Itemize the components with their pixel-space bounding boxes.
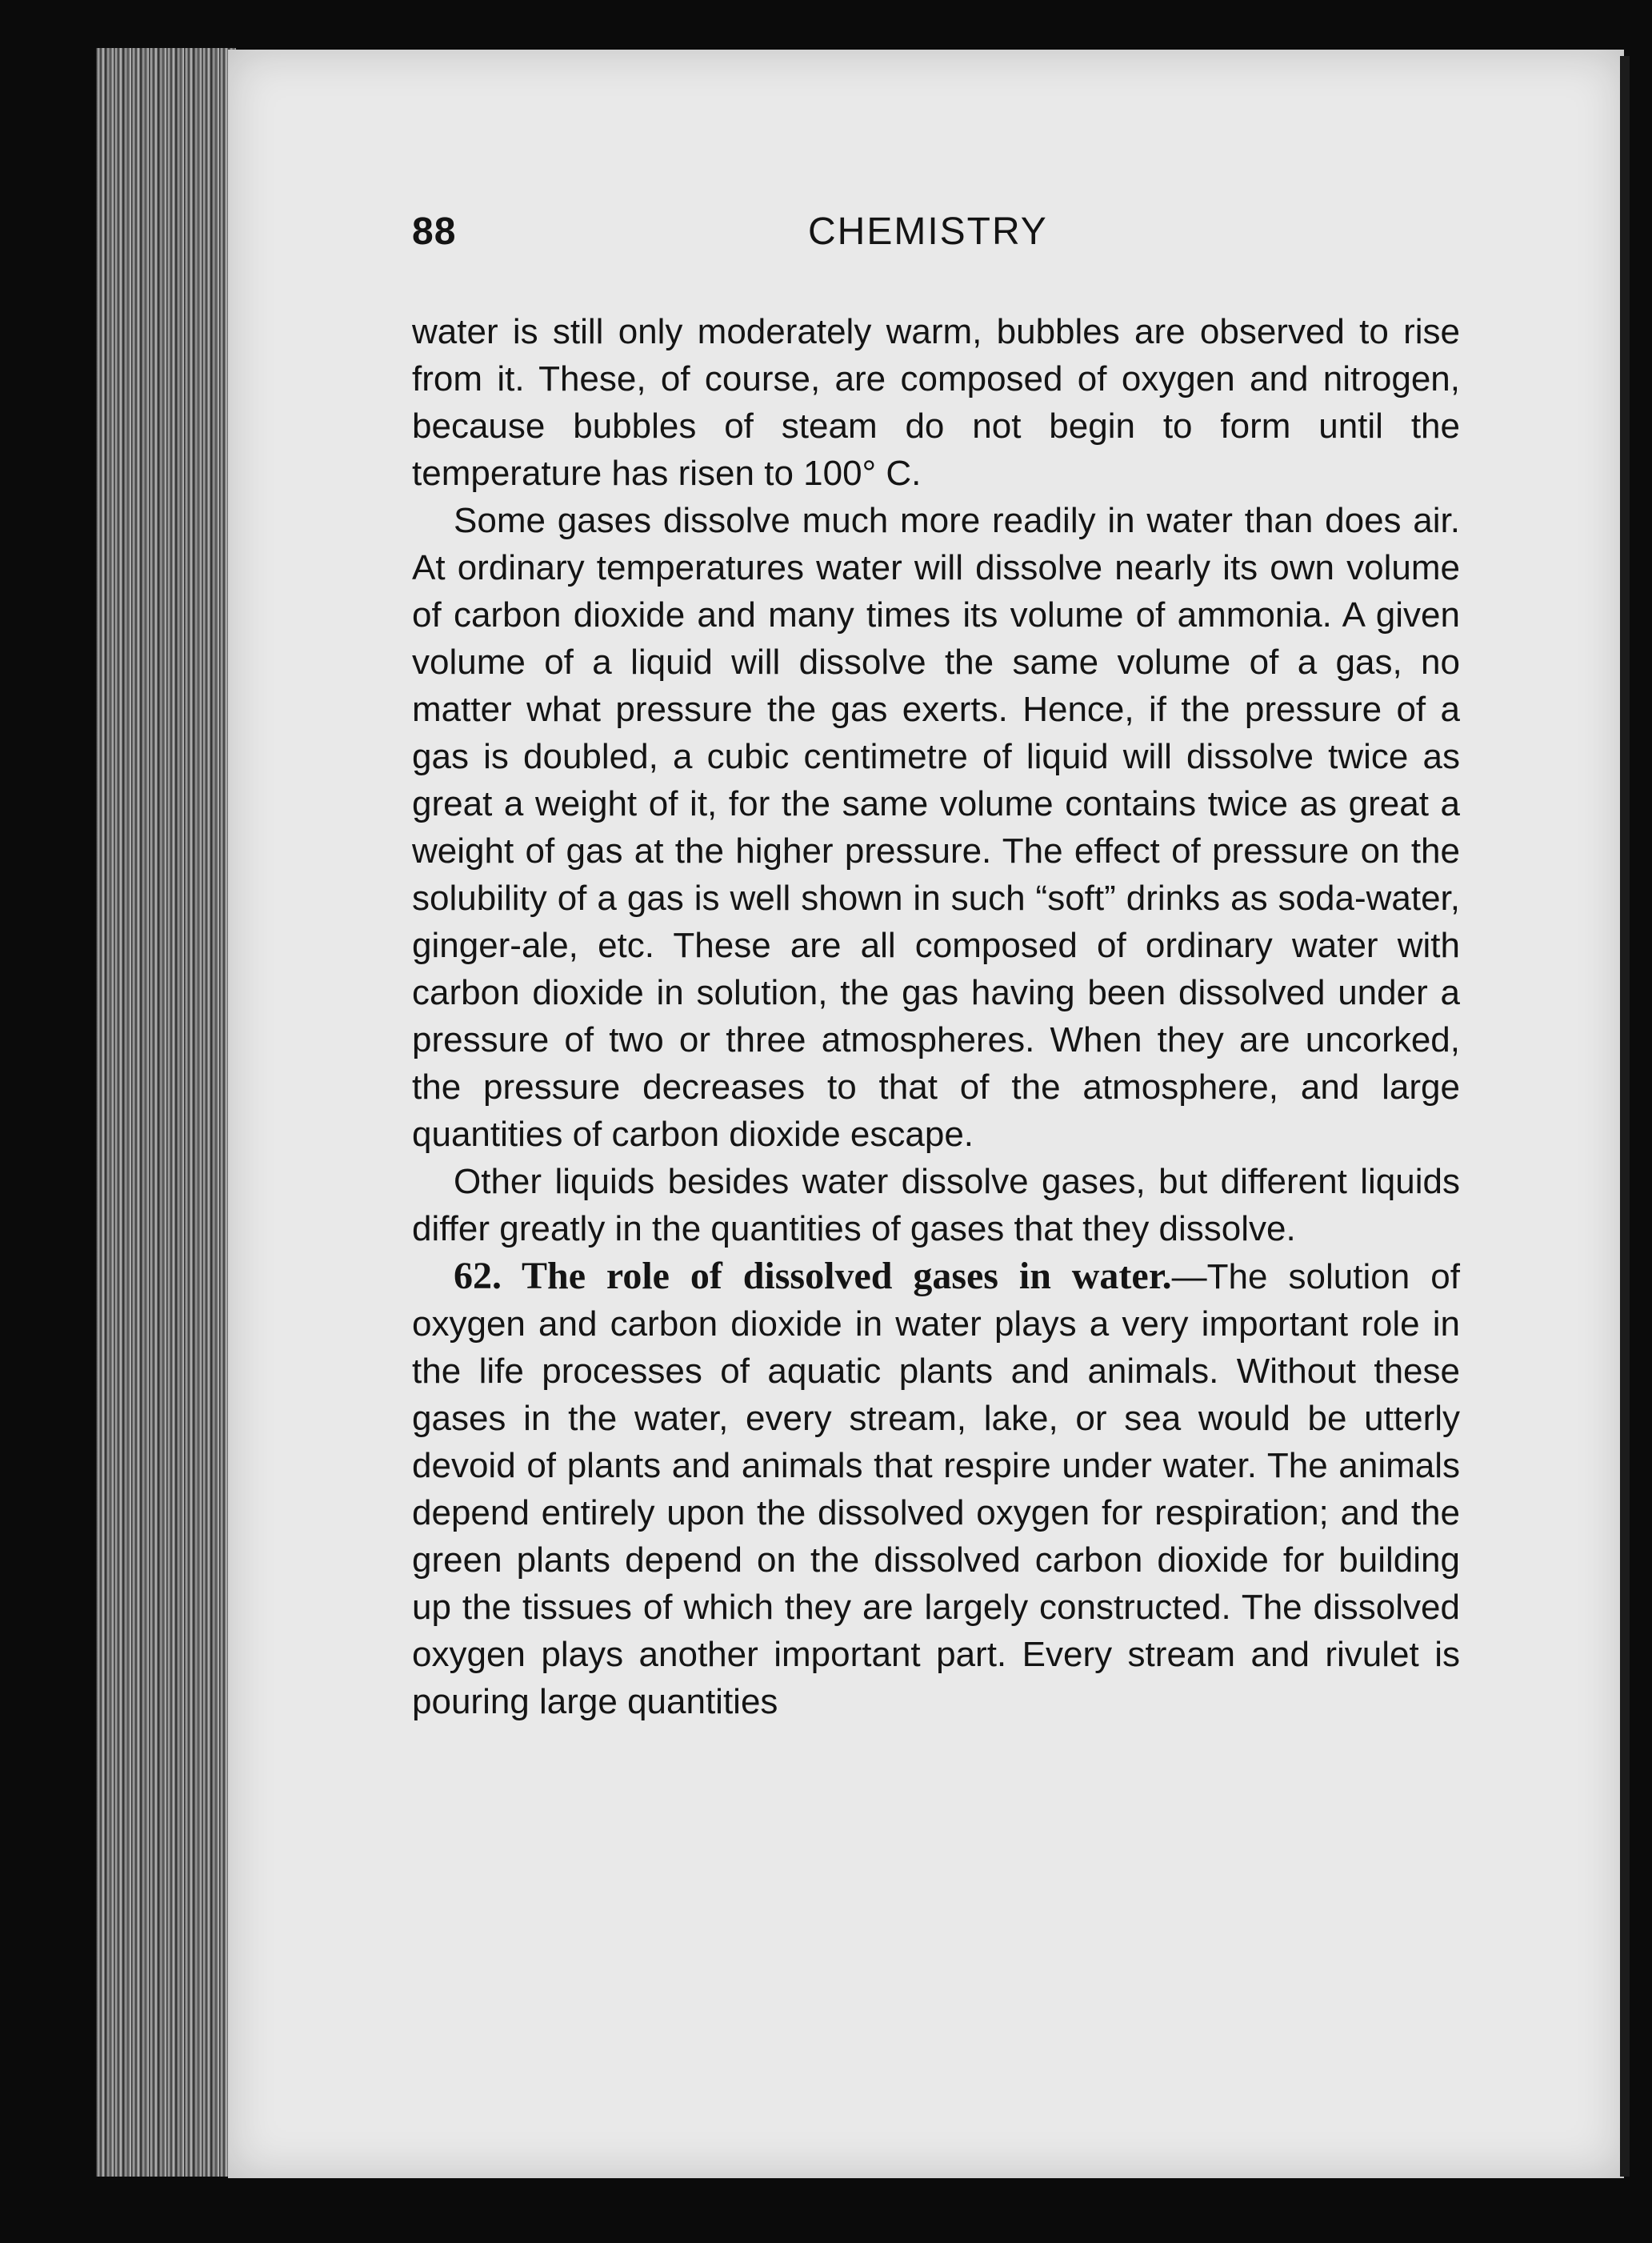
page-number: 88 <box>412 210 457 253</box>
paragraph-other-liquids: Other liquids besides water dissolve gases, but different liquids differ greatly in the quantities of gases that they dissolve. <box>412 1162 1460 1248</box>
book-spine-gutter <box>96 48 236 2177</box>
paragraph-section-62 <box>412 1252 1460 1725</box>
paragraph-continued: water is still only moderately warm, bubbles are observed to rise from it. These, of course, are composed of oxygen and nitrogen, because bubbles of steam do not begin to form until the temperature has risen to 100° C. <box>412 312 1460 493</box>
running-head: CHEMISTRY <box>808 210 1048 253</box>
page-edge-shadow <box>1620 56 1630 2177</box>
section-heading: 62. The role of dissolved gases in water. <box>454 1255 1172 1297</box>
section-body: —The solution of oxygen and carbon dioxide in water plays a very important role in the life processes of aquatic plants and animals. Without these gases in the water, every stream, lake, or sea would be utterly devoid of plants and animals that respire under water. The animals depend entirely upon the dissolved oxygen for respiration; and the green plants depend on the dissolved carbon dioxide for building up the tissues of which they are largely constructed. The dissolved oxygen plays another important part. Every stream and rivulet is pouring large quantities <box>412 1257 1460 1721</box>
page-header <box>412 210 1076 266</box>
paragraph-gas-solubility: Some gases dissolve much more readily in water than does air. At ordinary temperatures water will dissolve nearly its own volume of carbon dioxide and many times its volume of ammonia. A given volume of a liquid will dissolve the same volume of a gas, no matter what pressure the gas exerts. Hence, if the pressure of a gas is doubled, a cubic centimetre of liquid will dissolve twice as great a weight of it, for the same volume contains twice as great a weight of gas at the higher pressure. The effect of pressure on the solubility of a gas is well shown in such “soft” drinks as soda-water, ginger-ale, etc. These are all composed of ordinary water with carbon dioxide in solution, the gas having been dissolved under a pressure of two or three atmospheres. When they are uncorked, the pressure decreases to that of the atmosphere, and large quantities of carbon dioxide escape. <box>412 501 1460 1154</box>
page-body <box>412 308 1460 1725</box>
